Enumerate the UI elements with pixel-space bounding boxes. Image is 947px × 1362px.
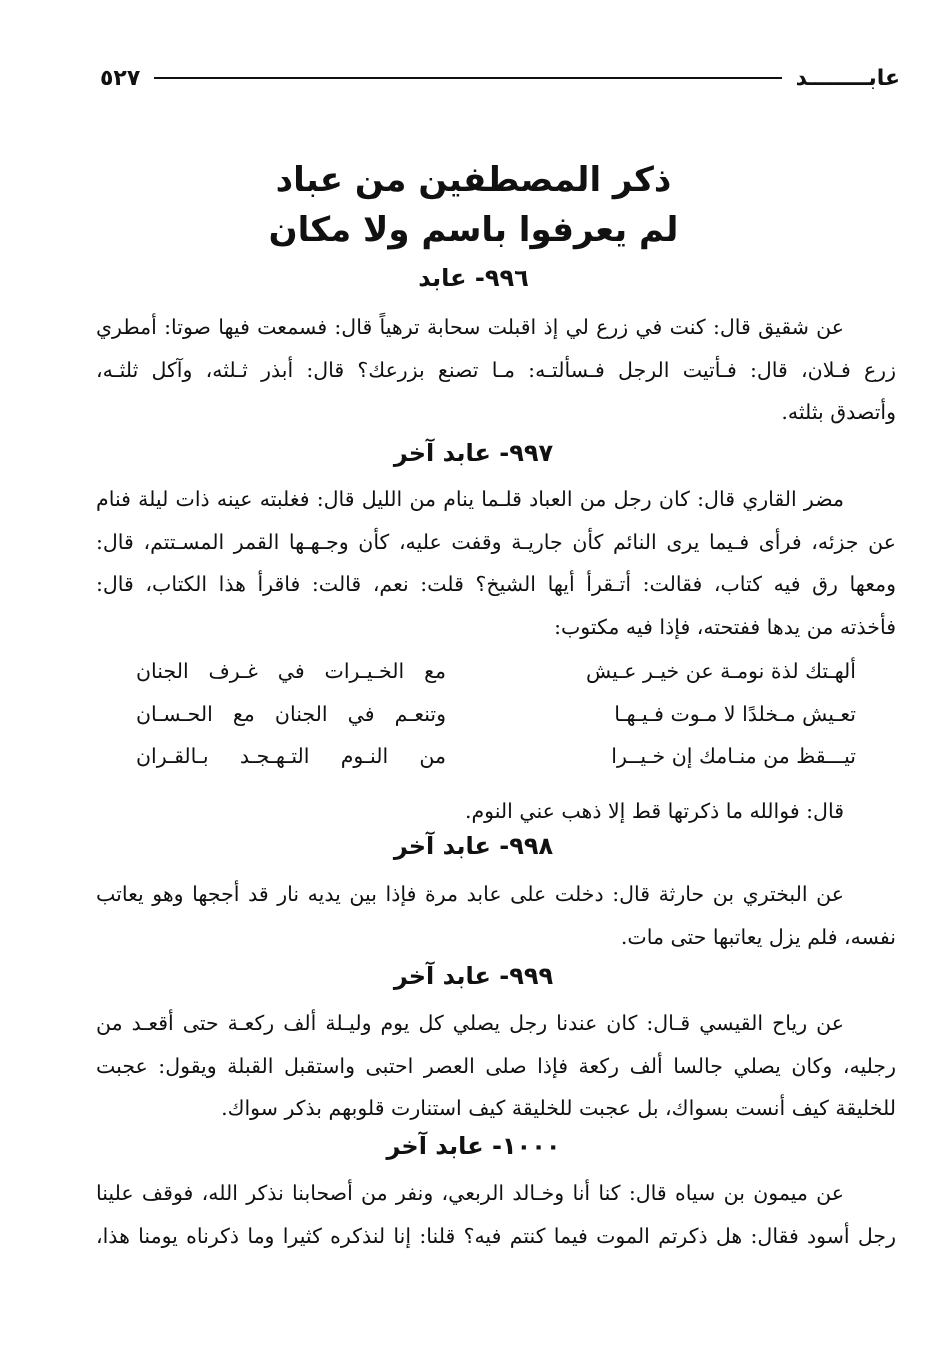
poem-hemistich-second: وتنعـم في الجنان مع الحـسـان [136,701,446,726]
entry-text-998 [96,873,896,958]
chapter-title [0,155,947,255]
text-line: قال: فوالله ما ذكرتها قط إلا ذهب عني النوم. [464,799,844,823]
text-line: ومعها رق فيه كتاب، فقالت: أتـقرأ أيها الشيخ؟ قلت: نعم، قالت: فاقرأ هذا الكتاب، قال: [96,572,896,596]
entry-heading-996: ٩٩٦- عابد [418,264,529,292]
poem-hemistich-second: مع الخـيـرات في غـرف الجنان [136,659,446,684]
poem-verse [96,650,856,693]
text-line: رجل أسود فقال: هل ذكرتم الموت فيما كنتم فيه؟ قلنا: إنا لنذكره كثيرا وما ذكرناه يومنا هذا، [96,1223,896,1248]
poem-verse [96,735,856,778]
entry-heading-998: ٩٩٨- عابد آخر [393,832,554,860]
poem-hemistich-first: تعـيش مـخلدًا لا مـوت فـيـهـا [614,701,856,726]
entry-text-996 [96,306,896,434]
text-line: مضر القاري قال: كان رجل من العباد قلـما ينام من الليل قال: فغلبته عينه ذات ليلة فنام [96,487,844,511]
entry-text-999 [96,1002,896,1130]
text-line: نفسه، فلم يزل يعاتبها حتى مات. [620,924,896,949]
chapter-title-line-2: لم يعرفوا باسم ولا مكان [268,210,679,250]
entry-heading-997: ٩٩٧- عابد آخر [393,439,554,467]
text-line: رجليه، وكان يصلي جالسا ألف ركعة فإذا صلى العصر احتبى واستقبل القبلة ويقول: عجبت [96,1053,896,1078]
text-line: عن ميمون بن سياه قال: كنا أنا وخـالد الربعي، ونفر من أصحابنا نذكر الله، فوقف علينا [96,1181,844,1205]
entry-heading-999: ٩٩٩- عابد آخر [393,962,554,990]
page-header [100,58,900,98]
text-line: زرع فـلان، قال: فـأتيت الرجل فـسألتـه: مـا تصنع بزرعك؟ قال: أبذر ثـلثه، وآكل ثلثـه، [96,357,896,382]
poem-verse [96,693,856,736]
running-title: عابــــــــد [795,65,900,91]
entry-heading-1000: ١٠٠٠- عابد آخر [386,1132,561,1160]
entry-closing-997 [96,790,896,833]
text-line: عن شقيق قال: كنت في زرع لي إذ اقبلت سحابة ترهياً قال: فسمعت فيها صوتا: أمطري [96,315,844,339]
chapter-title-line-1: ذكر المصطفين من عباد [275,160,672,200]
entry-text-997 [96,478,896,648]
text-line: للخليقة كيف أنست بسواك، بل عجبت للخليقة كيف استنارت قلوبهم بذكر سواك. [221,1096,896,1120]
poem-hemistich-second: من النـوم التـهـجـد بـالقـران [136,744,446,769]
text-line: عن جزئه، فرأى فـيما يرى النائم كأن جاريـة وقفت عليه، كأن وجـهـها القمر المسـتتم، قال: [96,529,896,554]
poem-hemistich-first: تيـــقظ من منـامك إن خـيــرا [611,744,856,769]
poem [96,650,856,778]
text-line: عن البختري بن حارثة قال: دخلت على عابد مرة فإذا بين يديه نار قد أججها وهو يعاتب [96,882,844,906]
text-line: وأتصدق بثلثه. [781,400,896,424]
poem-hemistich-first: ألهـتك لذة نومـة عن خيـر عـيش [585,659,856,684]
text-line: فأخذته من يدها ففتحته، فإذا فيه مكتوب: [554,614,896,639]
page-number: ٥٢٧ [100,65,141,91]
header-rule [154,77,781,79]
text-line: عن رياح القيسي قـال: كان عندنا رجل يصلي كل يوم وليـلة ألف ركعـة حتى أقعـد من [96,1011,844,1035]
entry-text-1000 [96,1172,896,1257]
